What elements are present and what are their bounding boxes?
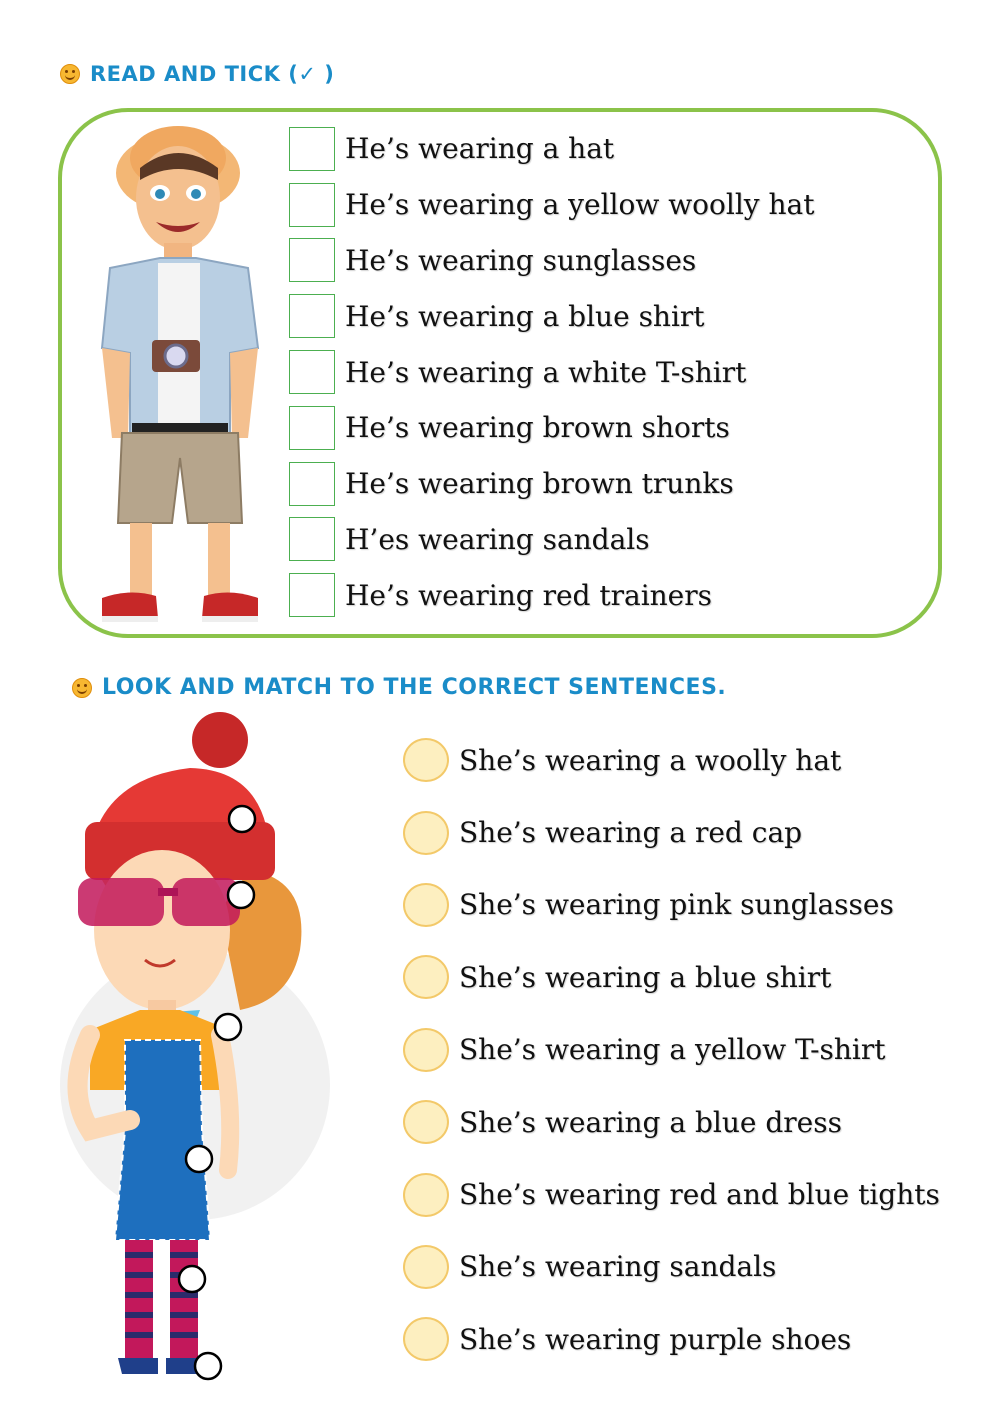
sentence: He’s wearing brown trunks bbox=[345, 467, 734, 501]
tick-list bbox=[289, 121, 815, 623]
list-item bbox=[289, 177, 815, 233]
match-list bbox=[403, 724, 940, 1376]
answer-dot[interactable] bbox=[403, 811, 449, 855]
match-point[interactable] bbox=[229, 806, 255, 832]
sentence: He’s wearing red trainers bbox=[345, 578, 713, 612]
list-item bbox=[403, 1014, 940, 1086]
list-item bbox=[403, 1158, 940, 1230]
answer-dot[interactable] bbox=[403, 1173, 449, 1217]
list-item bbox=[289, 400, 815, 456]
sentence: She’s wearing a yellow T-shirt bbox=[459, 1033, 886, 1067]
sentence: He’s wearing a white T-shirt bbox=[345, 355, 747, 389]
section1-heading-text: READ AND TICK (✓ ) bbox=[90, 62, 335, 86]
list-item bbox=[289, 121, 815, 177]
match-point[interactable] bbox=[228, 882, 254, 908]
section2-heading-text: LOOK AND MATCH TO THE CORRECT SENTENCES. bbox=[102, 675, 727, 700]
list-item bbox=[403, 724, 940, 796]
match-point[interactable] bbox=[186, 1146, 212, 1172]
sentence: H’es wearing sandals bbox=[345, 522, 650, 556]
answer-dot[interactable] bbox=[403, 1245, 449, 1289]
list-item bbox=[403, 1086, 940, 1158]
answer-dot[interactable] bbox=[403, 1028, 449, 1072]
sentence: She’s wearing pink sunglasses bbox=[459, 888, 894, 922]
list-item bbox=[289, 567, 815, 623]
list-item bbox=[289, 456, 815, 512]
list-item bbox=[403, 796, 940, 868]
list-item bbox=[289, 512, 815, 568]
answer-dot[interactable] bbox=[403, 1317, 449, 1361]
sentence: He’s wearing a yellow woolly hat bbox=[345, 188, 815, 222]
sentence: She’s wearing sandals bbox=[459, 1250, 777, 1284]
match-point[interactable] bbox=[195, 1353, 221, 1379]
sentence: He’s wearing a blue shirt bbox=[345, 299, 705, 333]
match-points bbox=[0, 0, 300, 1413]
sentence: She’s wearing a blue dress bbox=[459, 1105, 842, 1139]
answer-dot[interactable] bbox=[403, 955, 449, 999]
list-item bbox=[289, 233, 815, 289]
sentence: She’s wearing red and blue tights bbox=[459, 1178, 940, 1212]
sentence: He’s wearing brown shorts bbox=[345, 411, 730, 445]
answer-dot[interactable] bbox=[403, 738, 449, 782]
sentence: He’s wearing sunglasses bbox=[345, 243, 697, 277]
sentence: She’s wearing a woolly hat bbox=[459, 743, 842, 777]
answer-dot[interactable] bbox=[403, 1100, 449, 1144]
list-item bbox=[289, 344, 815, 400]
answer-dot[interactable] bbox=[403, 883, 449, 927]
list-item bbox=[403, 1303, 940, 1375]
list-item bbox=[403, 1231, 940, 1303]
sentence: She’s wearing a blue shirt bbox=[459, 960, 832, 994]
sentence: He’s wearing a hat bbox=[345, 132, 615, 166]
sentence: She’s wearing purple shoes bbox=[459, 1322, 852, 1356]
list-item bbox=[403, 869, 940, 941]
match-point[interactable] bbox=[215, 1014, 241, 1040]
sentence: She’s wearing a red cap bbox=[459, 816, 803, 850]
list-item bbox=[289, 288, 815, 344]
list-item bbox=[403, 941, 940, 1013]
match-point[interactable] bbox=[179, 1266, 205, 1292]
